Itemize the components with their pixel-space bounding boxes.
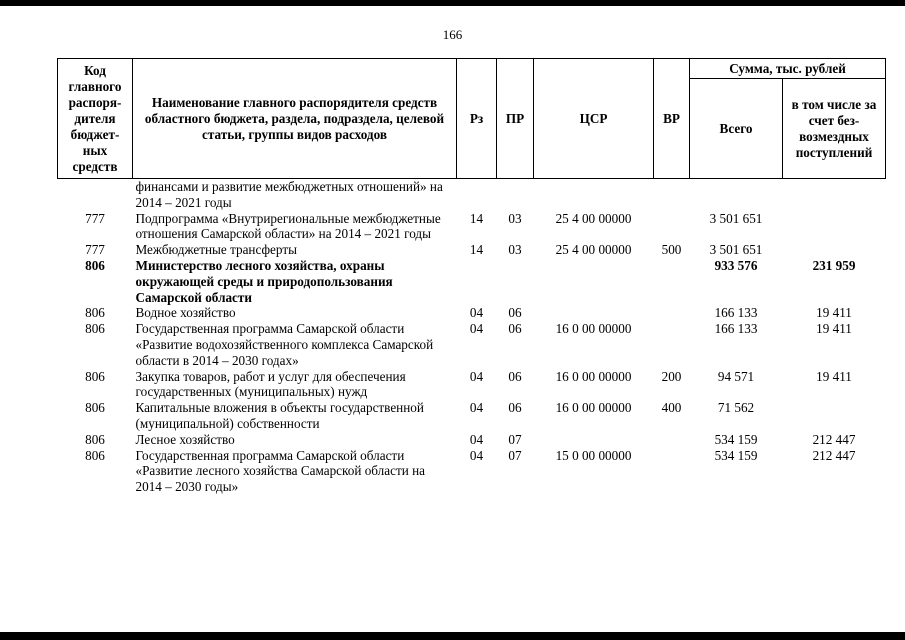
cell-csr: 16 0 00 00000 [555, 400, 632, 416]
cell-code: 806 [85, 431, 105, 447]
cell-csr [534, 179, 654, 211]
cell-code: 806 [85, 257, 105, 273]
table-row [58, 211, 886, 243]
cell-vr [654, 321, 690, 368]
cell-rz [457, 258, 497, 305]
header-csr: ЦСР [534, 59, 654, 179]
cell-vr [654, 258, 690, 305]
header-name: Наименование главного распорядителя средств областного бюджета, раздела, подраздела, целевой статьи, группы видов расходов [133, 59, 457, 179]
cell-name: Капитальные вложения в объекты государственной (муниципальной) собственности [135, 400, 424, 431]
cell-name: Лесное хозяйство [135, 431, 235, 447]
table-row [58, 369, 886, 401]
cell-total: 166 133 [714, 321, 758, 337]
top-scan-border [0, 0, 905, 6]
table-row [58, 305, 886, 321]
cell-code: 806 [85, 368, 105, 384]
header-sum: Сумма, тыс. рублей [690, 59, 886, 79]
cell-free: 231 959 [812, 257, 856, 273]
header-total: Всего [690, 79, 783, 179]
cell-free: 19 411 [816, 368, 852, 384]
cell-name: Межбюджетные трансферты [135, 242, 297, 258]
cell-code: 777 [85, 210, 105, 226]
header-rz: Рз [457, 59, 497, 179]
cell-rz: 04 [469, 305, 484, 321]
table-row [58, 448, 886, 495]
cell-pr: 06 [508, 321, 522, 337]
table-row [58, 258, 886, 305]
cell-free [783, 242, 886, 258]
cell-pr [497, 179, 534, 211]
table-row [58, 400, 886, 432]
cell-free [783, 179, 886, 211]
cell-rz: 04 [469, 368, 484, 384]
table-row [58, 179, 886, 211]
cell-free: 212 447 [812, 447, 856, 463]
cell-pr: 07 [508, 431, 522, 447]
cell-code: 806 [85, 305, 105, 321]
cell-csr: 25 4 00 00000 [555, 242, 632, 258]
cell-rz: 04 [469, 447, 484, 463]
cell-csr: 25 4 00 00000 [555, 210, 632, 226]
cell-code [58, 179, 133, 211]
cell-code: 806 [85, 447, 105, 463]
page-number: 166 [442, 27, 463, 42]
cell-vr [654, 432, 690, 448]
cell-csr [534, 258, 654, 305]
cell-rz: 04 [469, 321, 484, 337]
cell-pr: 07 [508, 447, 522, 463]
cell-free: 212 447 [812, 431, 856, 447]
cell-vr: 400 [661, 400, 682, 416]
cell-rz: 14 [469, 210, 484, 226]
cell-name: Подпрограмма «Внутрирегиональные межбюджетные отношения Самарской области» на 2014 – 2021 годы [135, 210, 441, 242]
cell-rz: 04 [469, 431, 484, 447]
table-body [58, 179, 886, 495]
cell-rz: 04 [469, 400, 484, 416]
cell-csr [534, 305, 654, 321]
budget-table [57, 58, 886, 495]
cell-pr: 06 [508, 305, 522, 321]
table-header [58, 59, 886, 179]
cell-total: 3 501 651 [709, 242, 763, 258]
cell-name: финансами и развитие межбюджетных отношений» на 2014 – 2021 годы [135, 179, 443, 210]
cell-csr: 16 0 00 00000 [555, 368, 632, 384]
cell-rz: 14 [469, 242, 484, 258]
cell-code: 806 [85, 321, 105, 337]
cell-vr [654, 211, 690, 243]
cell-csr: 15 0 00 00000 [555, 447, 632, 463]
cell-free [783, 400, 886, 432]
cell-vr: 500 [661, 242, 682, 258]
cell-name: Государственная программа Самарской области «Развитие водохозяйственного комплекса Самарской области в 2014 – 2030 годах» [135, 321, 434, 368]
cell-rz [457, 179, 497, 211]
cell-total: 166 133 [714, 305, 758, 321]
cell-name: Государственная программа Самарской области «Развитие лесного хозяйства Самарской области на 2014 – 2030 годы» [135, 447, 425, 495]
cell-total: 933 576 [714, 257, 758, 273]
cell-pr: 03 [508, 210, 522, 226]
cell-free: 19 411 [816, 321, 852, 337]
cell-csr: 16 0 00 00000 [555, 321, 632, 337]
header-free: в том числе за счет без-возмездных поступлений [783, 79, 886, 179]
header-pr: ПР [497, 59, 534, 179]
cell-vr [654, 448, 690, 495]
cell-free [783, 211, 886, 243]
cell-pr: 03 [508, 242, 522, 258]
cell-code: 777 [85, 242, 105, 258]
cell-name: Закупка товаров, работ и услуг для обеспечения государственных (муниципальных) нужд [135, 368, 406, 400]
table-row [58, 242, 886, 258]
cell-vr [654, 179, 690, 211]
cell-total: 94 571 [717, 368, 755, 384]
table-row [58, 432, 886, 448]
cell-name: Министерство лесного хозяйства, охраны окружающей среды и природопользования Самарской области [135, 257, 393, 305]
cell-name: Водное хозяйство [135, 305, 236, 321]
cell-free: 19 411 [816, 305, 852, 321]
header-vr: ВР [654, 59, 690, 179]
table-row [58, 321, 886, 368]
header-code: Код главного распоря-дителя бюджет-ных средств [58, 59, 133, 179]
cell-csr [534, 432, 654, 448]
bottom-scan-border [0, 632, 905, 640]
cell-total: 71 562 [717, 400, 755, 416]
cell-total: 3 501 651 [709, 210, 763, 226]
cell-total: 534 159 [714, 447, 758, 463]
cell-code: 806 [85, 400, 105, 416]
cell-pr: 06 [508, 368, 522, 384]
cell-pr [497, 258, 534, 305]
cell-total: 534 159 [714, 431, 758, 447]
cell-pr: 06 [508, 400, 522, 416]
cell-vr: 200 [661, 368, 682, 384]
cell-total [690, 179, 783, 211]
cell-vr [654, 305, 690, 321]
